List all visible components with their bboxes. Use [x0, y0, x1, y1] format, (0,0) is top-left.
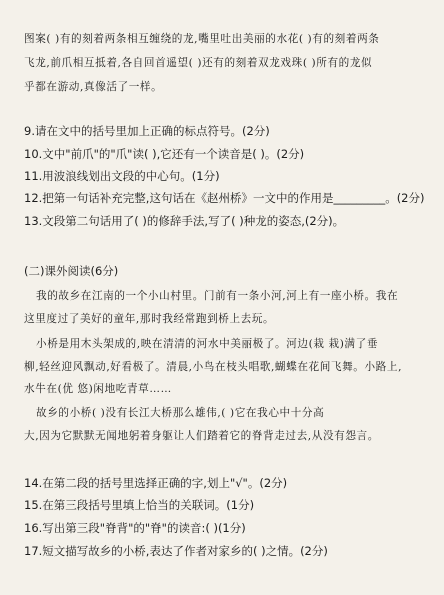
question-12: 12.把第一句话补充完整,这句话在《赵州桥》一文中的作用是_________。(2分): [24, 191, 425, 205]
reading-line: 我的故乡在江南的一个小山村里。门前有一条小河,河上有一座小桥。我在: [36, 290, 399, 302]
reading-line: 大,因为它默默无闻地躬着身躯让人们踏着它的脊背走过去,从没有怨言。: [24, 430, 379, 442]
reading-line: 这里度过了美好的童年,那时我经常跑到桥上去玩。: [24, 313, 275, 325]
passage-line: 乎都在游动,真像活了一样。: [24, 81, 163, 93]
question-10: 10.文中"前爪"的"爪"读( ),它还有一个读音是( )。(2分): [24, 147, 305, 161]
question-9: 9.请在文中的括号里加上正确的标点符号。(2分): [24, 124, 270, 138]
section-title: (二)课外阅读(6分): [24, 264, 119, 278]
passage-line: 图案( )有的刻着两条相互缠绕的龙,嘴里吐出美丽的水花( )有的刻着两条: [24, 33, 380, 45]
question-17: 17.短文描写故乡的小桥,表达了作者对家乡的( )之情。(2分): [24, 544, 328, 558]
question-16: 16.写出第三段"脊背"的"脊"的读音:( )(1分): [24, 521, 246, 535]
passage-line: 飞龙,前爪相互抵着,各自回首遥望( )还有的刻着双龙戏珠( )所有的龙似: [24, 57, 373, 69]
question-15: 15.在第三段括号里填上恰当的关联词。(1分): [24, 498, 255, 512]
question-11: 11.用波浪线划出文段的中心句。(1分): [24, 169, 220, 183]
question-14: 14.在第二段的括号里选择正确的字,划上"√"。(2分): [24, 476, 288, 490]
question-13: 13.文段第二句话用了( )的修辞手法,写了( )种龙的姿态,(2分)。: [24, 214, 345, 228]
reading-line: 小桥是用木头架成的,映在清清的河水中美丽极了。河边(栽 栽)满了垂: [36, 338, 379, 350]
reading-line: 水牛在(优 悠)闲地吃青草……: [24, 383, 172, 395]
reading-line: 故乡的小桥( )没有长江大桥那么雄伟,( )它在我心中十分高: [36, 407, 325, 419]
reading-line: 柳,轻丝迎风飘动,好看极了。清晨,小鸟在枝头唱歌,蝴蝶在花间飞舞。小路上,: [24, 361, 403, 373]
